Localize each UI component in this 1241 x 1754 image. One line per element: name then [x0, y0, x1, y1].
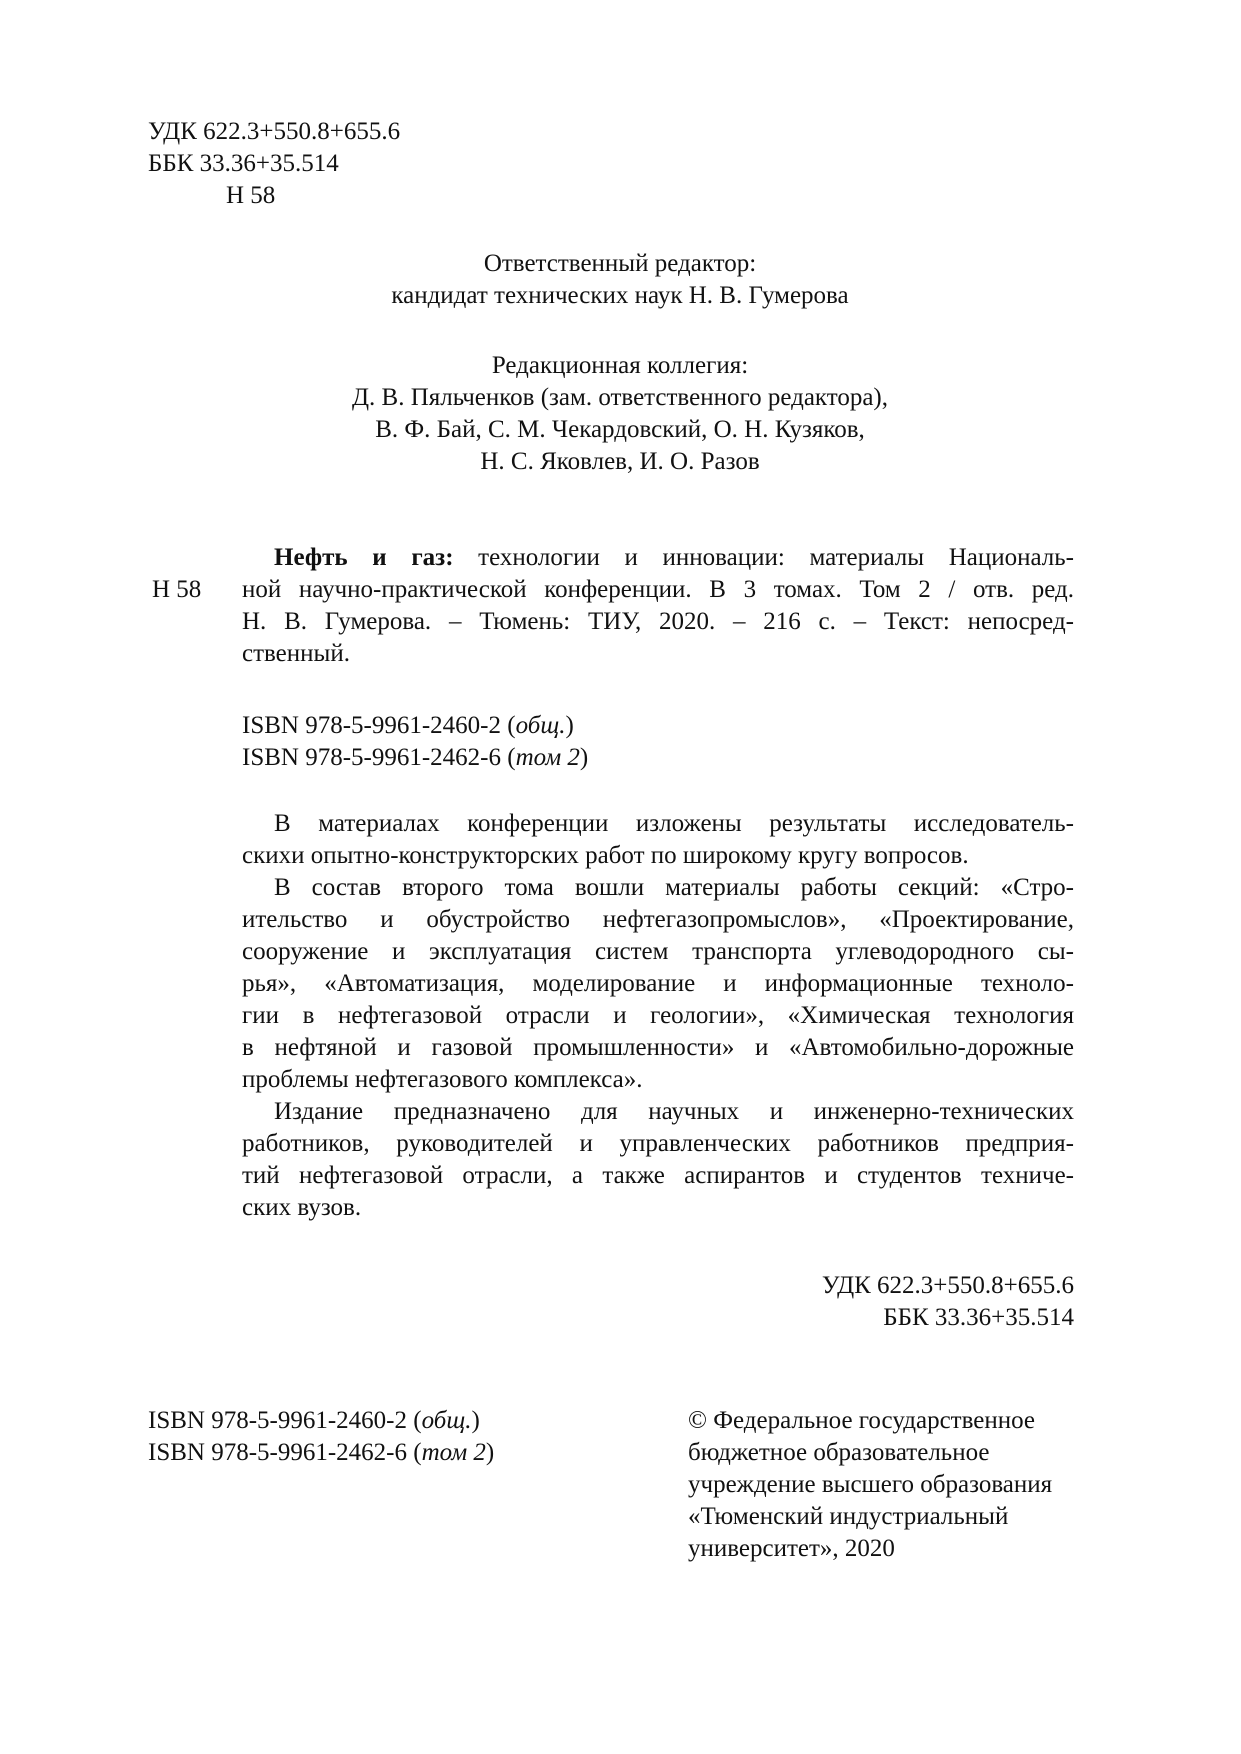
isbn-number: ISBN 978-5-9961-2462-6 [148, 1439, 408, 1466]
isbn-line: ISBN 978-5-9961-2460-2 (общ.) [242, 712, 574, 739]
abstract-line: ительство и обустройство нефтегазопромыслов», «Проектирование, [242, 906, 1074, 933]
isbn-note: том 2 [421, 1439, 486, 1466]
abstract-line: в нефтяной и газовой промышленности» и «Автомобильно-дорожные [242, 1034, 1074, 1061]
classification-block [148, 116, 400, 212]
isbn-number: ISBN 978-5-9961-2460-2 [148, 1407, 408, 1434]
abstract-line: работников, руководителей и управленческих работников предприя- [242, 1130, 1074, 1157]
isbn-line: ISBN 978-5-9961-2460-2 (общ.) [148, 1407, 480, 1434]
citation-title: Нефть и газ: [274, 544, 454, 571]
abstract-line: Издание предназначено для научных и инженерно-технических [274, 1098, 1074, 1125]
citation-line: ной научно-практической конференции. В 3 томах. Том 2 / отв. ред. [242, 576, 1074, 603]
responsible-editor [330, 248, 910, 312]
board-member-line: Д. В. Пяльченков (зам. ответственного редактора), [351, 384, 888, 411]
isbn-line: ISBN 978-5-9961-2462-6 (том 2) [148, 1439, 495, 1466]
abstract-line: гии в нефтегазовой отрасли и геологии», «Химическая технология [242, 1002, 1074, 1029]
isbn-note: общ. [421, 1407, 472, 1434]
isbn-line: ISBN 978-5-9961-2462-6 (том 2) [242, 744, 589, 771]
abstract-line: рья», «Автоматизация, моделирование и информационные техноло- [242, 970, 1074, 997]
bbk-code: ББК 33.36+35.514 [148, 150, 339, 177]
isbn-block [242, 710, 588, 774]
citation-text: технологии и инновации: материалы Националь- [453, 544, 1074, 571]
isbn-number: ISBN 978-5-9961-2462-6 [242, 744, 502, 771]
abstract-line: сооружение и эксплуатация систем транспорта углеводородного сы- [242, 938, 1074, 965]
catalog-author-mark: Н 58 [152, 576, 202, 603]
author-mark: Н 58 [226, 182, 276, 209]
copyright-line: учреждение высшего образования [688, 1471, 1053, 1498]
copyright-block [688, 1405, 1088, 1565]
board-member-line: Н. С. Яковлев, И. О. Разов [480, 448, 760, 475]
copyright-line: университет», 2020 [688, 1535, 895, 1562]
editorial-board [300, 350, 940, 478]
citation-line: Н. В. Гумерова. – Тюмень: ТИУ, 2020. – 216 с. – Текст: непосред- [242, 608, 1074, 635]
editor-role: Ответственный редактор: [483, 250, 757, 277]
udk-code: УДК 622.3+550.8+655.6 [148, 118, 401, 145]
classification-bottom [770, 1270, 1074, 1334]
copyright-line: бюджетное образовательное [688, 1439, 990, 1466]
board-member-line: В. Ф. Бай, С. М. Чекардовский, О. Н. Кузяков, [375, 416, 865, 443]
isbn-note: общ. [515, 712, 566, 739]
abstract-line: ских вузов. [242, 1194, 362, 1221]
abstract-line: скихи опытно-конструкторских работ по широкому кругу вопросов. [242, 842, 969, 869]
abstract-line: В материалах конференции изложены результаты исследователь- [274, 810, 1074, 837]
udk-code: УДК 622.3+550.8+655.6 [821, 1272, 1074, 1299]
isbn-block-bottom [148, 1405, 494, 1469]
board-title: Редакционная коллегия: [491, 352, 749, 379]
isbn-note: том 2 [515, 744, 580, 771]
abstract-line: В состав второго тома вошли материалы работы секций: «Стро- [274, 874, 1074, 901]
bbk-code: ББК 33.36+35.514 [883, 1304, 1074, 1331]
abstract [242, 808, 1074, 1224]
editor-name: кандидат технических наук Н. В. Гумерова [391, 282, 849, 309]
abstract-line: проблемы нефтегазового комплекса». [242, 1066, 643, 1093]
bibliographic-citation [242, 542, 1074, 670]
isbn-number: ISBN 978-5-9961-2460-2 [242, 712, 502, 739]
copyright-line: © Федеральное государственное [688, 1407, 1035, 1434]
abstract-line: тий нефтегазовой отрасли, а также аспирантов и студентов техниче- [242, 1162, 1074, 1189]
citation-line [242, 542, 1074, 574]
citation-line: ственный. [242, 640, 350, 667]
copyright-line: «Тюменский индустриальный [688, 1503, 1009, 1530]
